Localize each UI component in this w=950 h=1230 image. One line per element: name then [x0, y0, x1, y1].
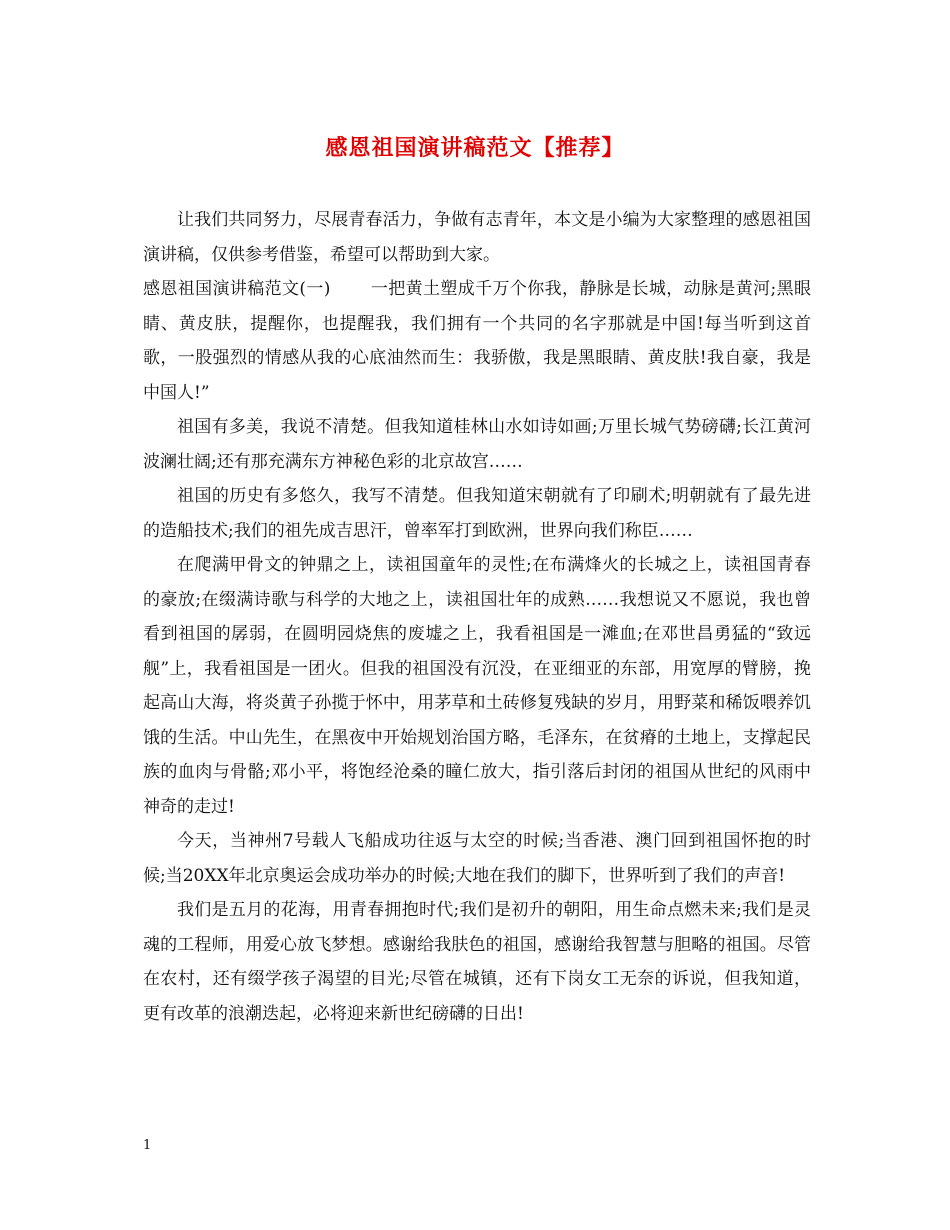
body-paragraph-3: 在爬满甲骨文的钟鼎之上，读祖国童年的灵性;在布满烽火的长城之上，读祖国青春的豪放;在缀满诗歌与科学的大地之上，读祖国壮年的成熟……我想说又不愿说，我也曾看到祖国的孱弱，在圆明园烧焦的废墟之上，我看祖国是一滩血;在邓世昌勇猛的“致远舰”上，我看祖国是一团火。但我的祖国没有沉没，在亚细亚的东部，用宽厚的臂膀，挽起高山大海，将炎黄子孙揽于怀中，用茅草和土砖修复残缺的岁月，用野菜和稀饭喂养饥饿的生活。中山先生，在黑夜中开始规划治国方略，毛泽东，在贫瘠的土地上，支撑起民族的血肉与骨骼;邓小平，将饱经沧桑的瞳仁放大，指引落后封闭的祖国从世纪的风雨中神奇的走过!: [143, 555, 811, 817]
body-paragraph-1: 祖国有多美，我说不清楚。但我知道桂林山水如诗如画;万里长城气势磅礴;长江黄河波澜壮阔;还有那充满东方神秘色彩的北京故宫……: [143, 417, 811, 472]
section-heading: 感恩祖国演讲稿范文(一): [143, 279, 331, 299]
section-first-paragraph: 一把黄土塑成千万个你我，静脉是长城，动脉是黄河;黑眼睛、黄皮肤，提醒你，也提醒我，我们拥有一个共同的名字那就是中国!每当听到这首歌，一股强烈的情感从我的心底油然而生：我骄傲，我是黑眼睛、黄皮肤!我自豪，我是中国人!”: [143, 279, 812, 403]
page-number: 1: [143, 1138, 152, 1153]
section-heading-paragraph: [143, 272, 811, 410]
document-body: [143, 203, 811, 1031]
body-paragraph-5: 我们是五月的花海，用青春拥抱时代;我们是初升的朝阳，用生命点燃未来;我们是灵魂的工程师，用爱心放飞梦想。感谢给我肤色的祖国，感谢给我智慧与胆略的祖国。尽管在农村，还有缀学孩子渴望的目光;尽管在城镇，还有下岗女工无奈的诉说，但我知道，更有改革的浪潮迭起，必将迎来新世纪磅礴的日出!: [143, 900, 811, 1024]
body-paragraph-2: 祖国的历史有多悠久，我写不清楚。但我知道宋朝就有了印刷术;明朝就有了最先进的造船技术;我们的祖先成吉思汗，曾率军打到欧洲，世界向我们称臣……: [143, 486, 811, 541]
body-paragraph-4: 今天，当神州7号载人飞船成功往返与太空的时候;当香港、澳门回到祖国怀抱的时候;当20XX年北京奥运会成功举办的时候;大地在我们的脚下，世界听到了我们的声音!: [143, 831, 811, 886]
intro-paragraph: 让我们共同努力，尽展青春活力，争做有志青年，本文是小编为大家整理的感恩祖国演讲稿，仅供参考借鉴，希望可以帮助到大家。: [143, 210, 811, 265]
document-title: 感恩祖国演讲稿范文【推荐】: [325, 135, 625, 161]
